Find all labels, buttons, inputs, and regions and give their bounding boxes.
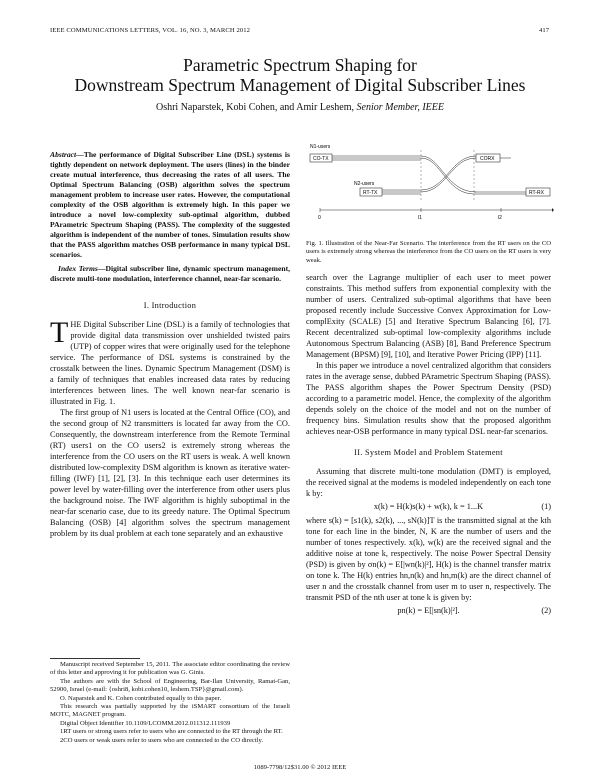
page-footer: 1089-7798/12$31.00 © 2012 IEEE — [253, 764, 347, 771]
intro-paragraph-1-text: HE Digital Subscriber Line (DSL) is a family of technologies that provide digital data transmission over unshielded twisted pairs (UTP) of copper wires that were originally used for the telephone service. The performance of DSL systems is constrained by the crosstalk between the lines. Dynamic Spectrum Management (DSM) is a family of techniques that enables increased data rates by reducing interferences between lines. The well known near-far scenario is illustrated in Fig. 1. — [50, 320, 290, 406]
footnote-rule — [50, 658, 140, 659]
right-paragraph-4: where s(k) = [s1(k), s2(k), ..., sN(k)]T is the transmitted signal at the kth tone for each line in the binder, N, K are the number of users and the number of tones respectively. x(k), w(k) are the received signal and the additive noise at tone k, respectively. The noise Power Spectral Density (PSD) is given by σn(k) = E[|wn(k)|²], H(k) is the channel transfer matrix on tone k. The H(k) entries hn,n(k) and hn,m(k) are the direct channel of user n and the crosstalk channel from user m to user n, respectively. The transmit PSD of the nth user at tone k is given by: — [306, 516, 551, 602]
footnote-equal-contribution: O. Naparstek and K. Cohen contributed equally to this paper. — [60, 694, 222, 702]
drop-cap: T — [50, 316, 69, 349]
line-bundle — [332, 156, 526, 194]
journal-header: IEEE COMMUNICATIONS LETTERS, VOL. 16, NO. 3, MARCH 2012 — [50, 27, 251, 34]
intro-paragraph-2: The first group of N1 users is located at the Central Office (CO), and the second group of N2 transmitters is located far away from the CO. Consequently, the downstream interference from the Remote Terminal (RT) users1 on the CO users2 is extremely strong whereas the interference from the CO users on the RT users is weak. A well known distributed low-complexity DSM algorithm is known as iterative water-filling (IWF) [1], [2], [3]. In this technique each user determines its power level by water-filling over the interference from other users plus the background noise. The IWF algorithm is highly suboptimal in the near-far scenario case, due to its greedy nature. The Optimal Spectrum Balancing (OSB) [4] algorithm solves the spectrum management problem by its dual problem at each tone separately and an exhaustive — [50, 408, 290, 538]
equation-2-body: pn(k) = E[|sn(k)|²]. — [397, 606, 460, 615]
footnote-funding: This research was partially supported by the iSMART consortium of the Israeli MOTC, MAGNET program. — [50, 703, 290, 719]
title-line-2: Downstream Spectrum Management of Digital Subscriber Lines — [74, 75, 526, 95]
equation-1-number: (1) — [541, 502, 551, 511]
author-line — [0, 102, 600, 113]
right-column — [306, 272, 551, 619]
axis-label-l1: l1 — [418, 215, 422, 221]
label-n2-users: N2-users — [354, 181, 375, 187]
authors-membership: Senior Member, IEEE — [356, 102, 444, 113]
footnote-doi: Digital Object Identifier 10.1109/LCOMM.2012.011312.111939 — [60, 719, 231, 727]
right-paragraph-2: In this paper we introduce a novel centralized algorithm that considers rates in the average sense, dubbed PArametric Spectrum Shaping (PASS). The PASS algorithm shapes the Power Spectrum Density (PSD) according to a parametric model. Hence, the complexity of the algorithm depends solely on the choice of the model and not on the number of frequency bins. Simulation results show that the proposed algorithm achieves near-OSB performance in many typical DSL near-far scenarios. — [306, 361, 551, 436]
footnote-affiliation: The authors are with the School of Engineering, Bar-Ilan University, Ramat-Gan, 52900, Israel (e-mail: {oshri8, kobi.cohen10, leshem.TSP}@gmail.com). — [50, 677, 290, 694]
figure-caption: Fig. 1. Illustration of the Near-Far Scenario. The interference from the RT users on the CO users is extremely strong whereas the interference from the CO users on the RT users is very weak. — [306, 240, 551, 264]
index-terms — [50, 264, 290, 284]
index-terms-label: Index Terms — [58, 264, 98, 273]
box-rt-rx-label: RT-RX — [529, 190, 544, 196]
left-column — [50, 150, 290, 539]
intro-paragraph-1 — [50, 316, 290, 407]
equation-1 — [306, 499, 551, 515]
abstract-label: Abstract — [50, 150, 77, 159]
box-rt-tx-label: RT-TX — [363, 190, 378, 196]
axis-arrow — [552, 208, 554, 212]
right-paragraph-1: search over the Lagrange multiplier of each user to meet power constraints. This method suffers from exponential complexity with the number of users. Centralized sub-optimal algorithms that have been proposed recently include Successive Convex Approximation for Low-complExity (SCALE) [5] and Iterative Spectrum Balancing [6], [7]. Recent decentralized sub-optimal low-complexity algorithms include Autonomous Spectrum Balancing (ASB) [8], Band Preference Spectrum Management (BPSM) [9], [10], and Iterative Power Pricing (IPP) [11]. — [306, 273, 551, 359]
axis-label-0: 0 — [318, 215, 321, 221]
axis-label-l2: l2 — [498, 215, 502, 221]
box-co-rx-label: CORX — [480, 156, 495, 162]
section-heading-introduction: I. Introduction — [143, 301, 197, 310]
authors: Oshri Naparstek, Kobi Cohen, and Amir Leshem, — [155, 102, 355, 113]
abstract-text: —The performance of Digital Subscriber Line (DSL) systems is tightly dependent on network deployment. The users (lines) in the binder create mutual interference, thus decreasing the rates of all users. The Optimal Spectrum Balancing (OSB) algorithm solves the spectrum management problem to increase user rates. However, the computational complexity of the OSB algorithm is extremely high. In this paper we introduce a novel low-complexity sub-optimal algorithm, dubbed PArametric Spectrum Shaping (PASS). The complexity of the suggested algorithm is independent of the number of tones. Simulation results show that the PASS algorithm matches OSB performance in many typical DSL scenarios. — [50, 150, 290, 259]
page-number: 417 — [539, 27, 550, 34]
title-line-1: Parametric Spectrum Shaping for — [183, 55, 417, 75]
equation-2-number: (2) — [541, 606, 551, 615]
paper-title — [0, 55, 600, 95]
equation-2 — [306, 603, 551, 619]
near-far-figure — [306, 140, 554, 232]
equation-1-body: x(k) = H(k)s(k) + w(k), k = 1...K — [373, 502, 484, 511]
footnotes — [50, 661, 290, 745]
section-heading-system-model: II. System Model and Problem Statement — [354, 448, 503, 457]
right-paragraph-3: Assuming that discrete multi-tone modulation (DMT) is employed, the received signal at the modems is modeled independently on each tone k by: — [306, 467, 551, 498]
abstract — [50, 150, 290, 260]
footnote-co-users: 2CO users or weak users refer to users who are connected to the CO directly. — [60, 736, 263, 744]
index-terms-text: —Digital subscriber line, dynamic spectrum management, discrete multi-tone modulation, interference channel, near-far scenario. — [50, 264, 291, 283]
footnote-rt-users: 1RT users or strong users refer to users who are connected to the RT through the RT. — [60, 728, 283, 736]
box-co-tx-label: CO-TX — [313, 156, 329, 162]
label-n1-users: N1-users — [310, 144, 331, 150]
footnote-received: Manuscript received September 15, 2011. The associate editor coordinating the review of this letter and approving it for publication was G. Ginis. — [50, 661, 290, 677]
